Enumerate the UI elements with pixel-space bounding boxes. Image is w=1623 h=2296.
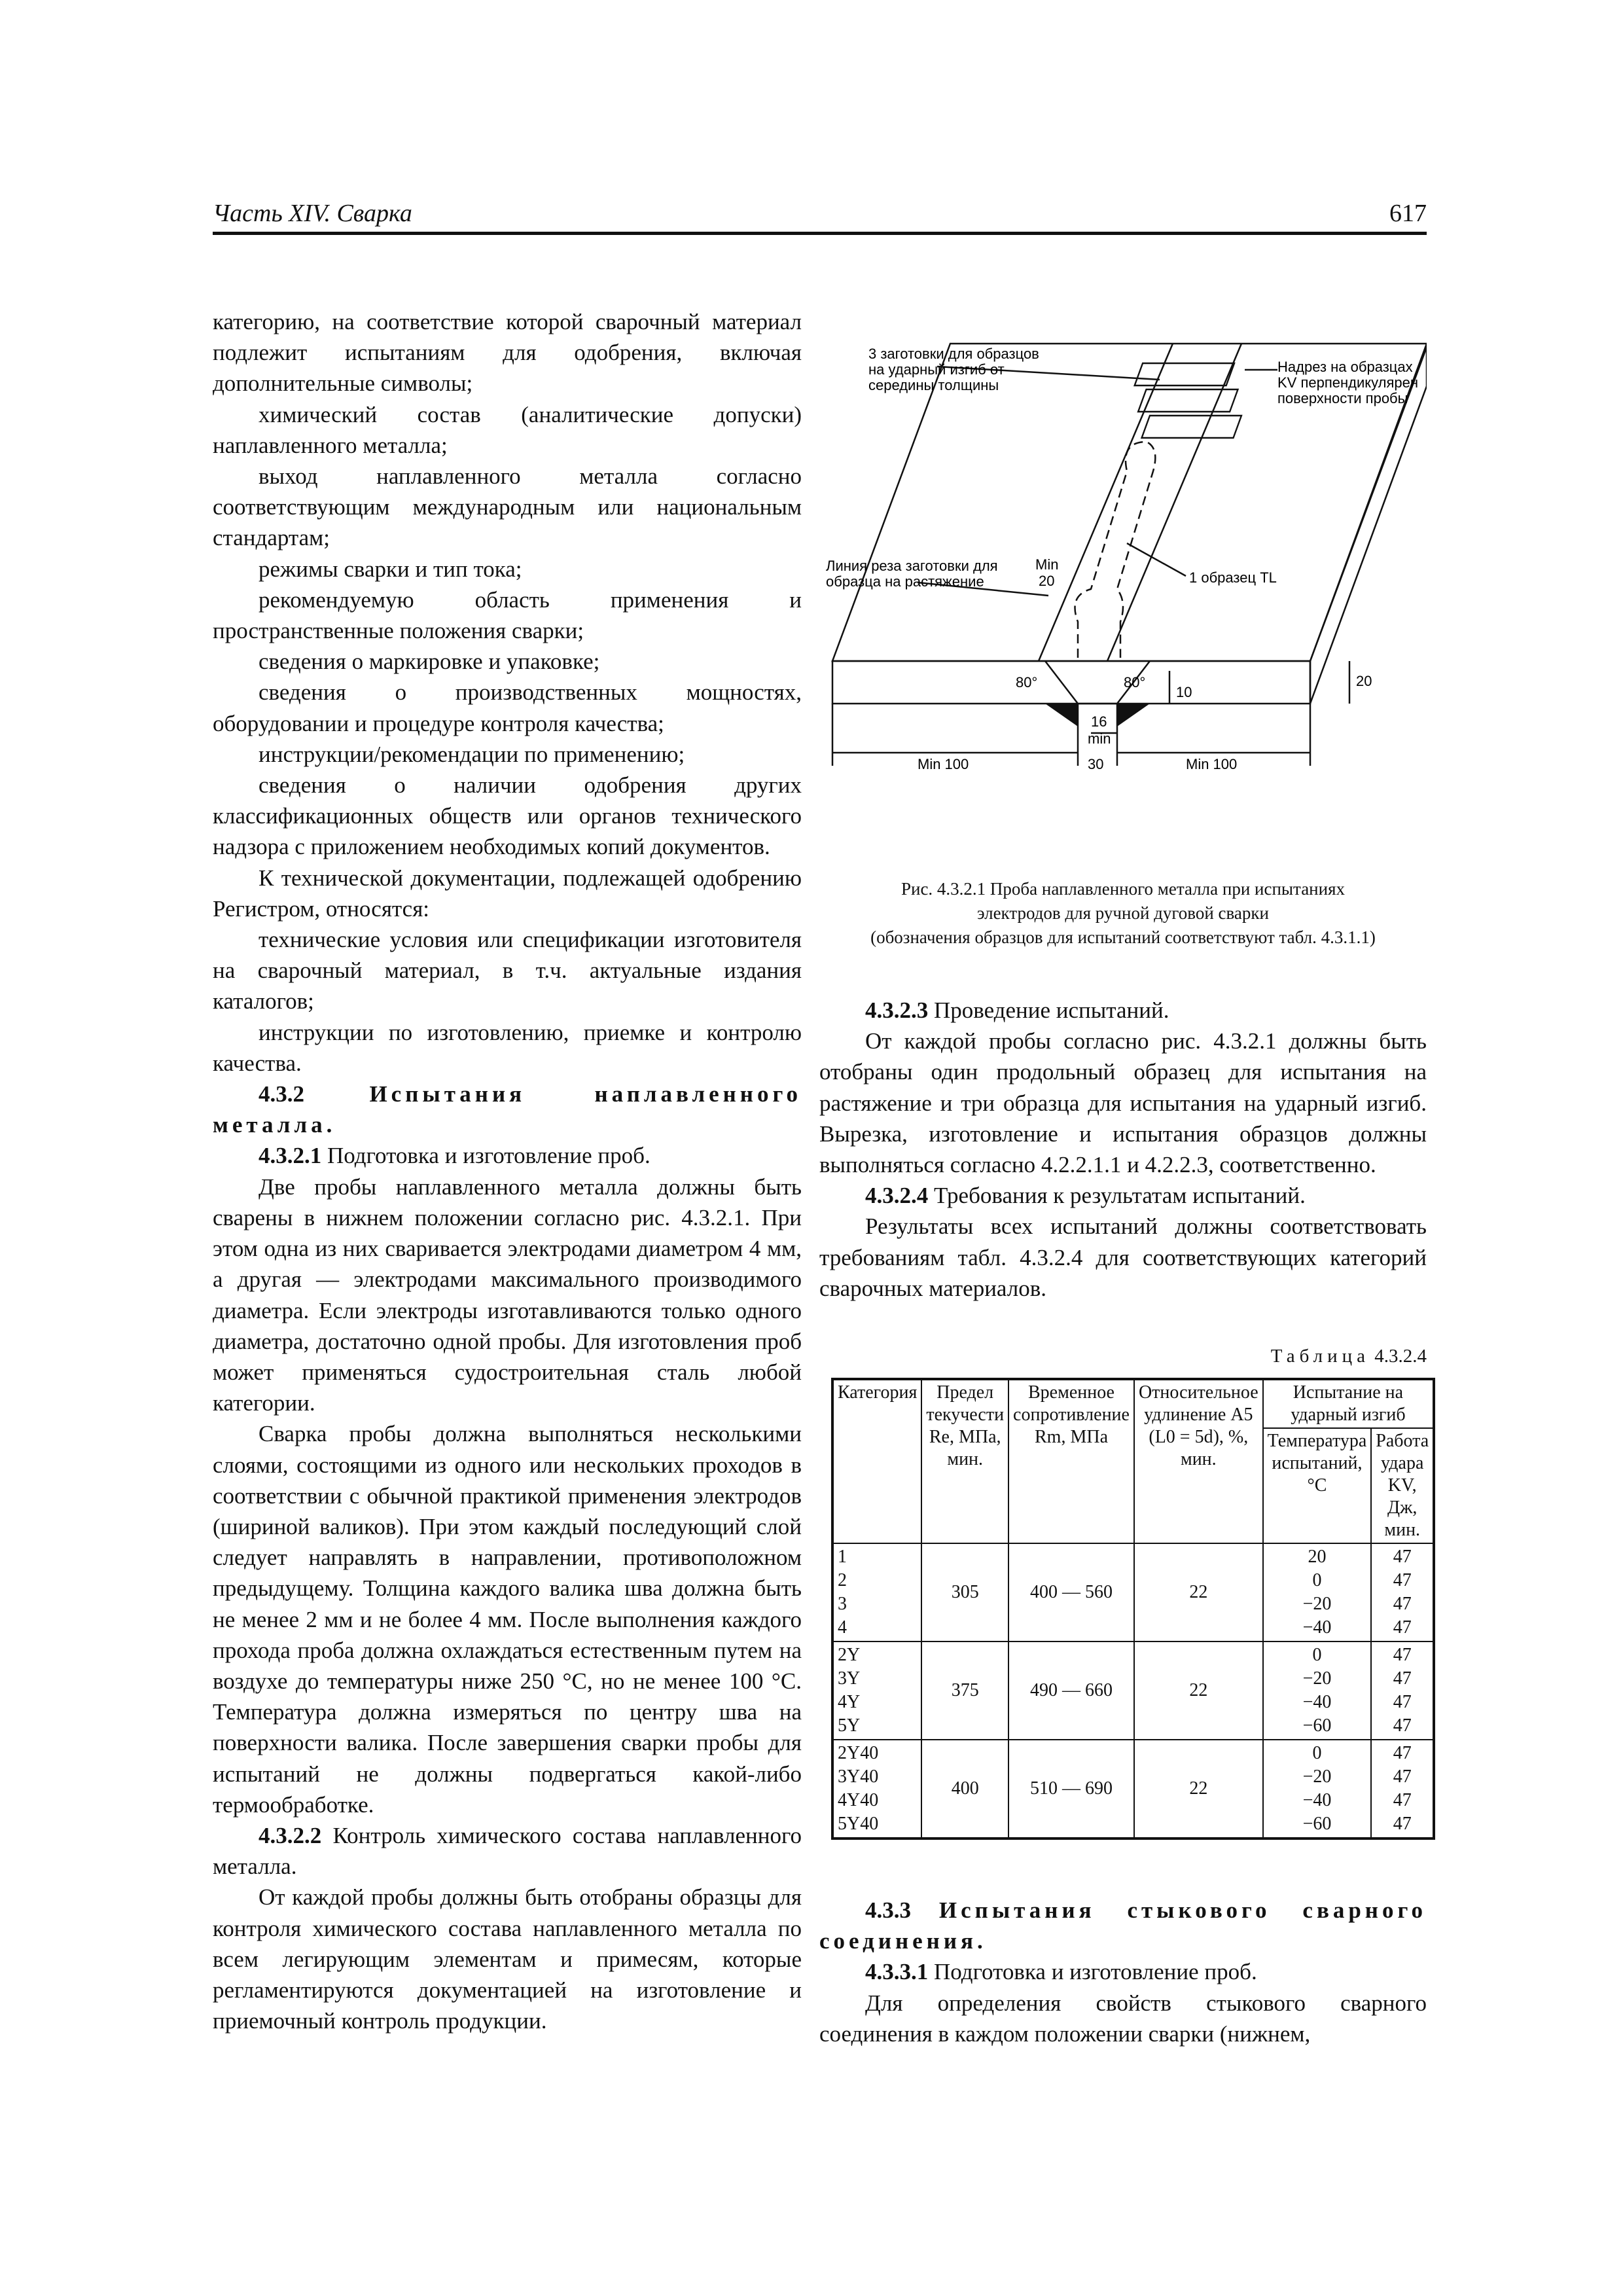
running-title: Часть XIV. Сварка <box>213 200 412 227</box>
list-item: химический состав (аналитические допуски) наплавленного металла; <box>213 401 802 458</box>
list-item: сведения о наличии одобрения других классификационных обществ или органов технического надзора с приложением необходимых копий документов. <box>213 772 802 860</box>
figure-label: Min 100 <box>918 756 969 772</box>
paragraph: Для определения свойств стыкового сварного соединения в каждом положении сварки (нижнем, <box>819 1990 1427 2047</box>
page-header <box>213 196 1427 236</box>
col-header-category: Категория <box>832 1379 921 1543</box>
figure-label: 80° <box>1016 674 1038 691</box>
impact-blank <box>1142 416 1241 438</box>
section-number: 4.3.2.4 <box>865 1183 929 1209</box>
figure-label: на ударный изгиб от <box>868 361 1005 378</box>
figure-label: 16 <box>1091 713 1107 730</box>
paragraph: Результаты всех испытаний должны соответствовать требованиям табл. 4.3.2.4 для соответствующих категорий сварочных материалов. <box>819 1213 1427 1301</box>
figure-label: образца на растяжение <box>826 573 984 590</box>
backing-weld <box>1117 704 1150 726</box>
col-header-yield: Предел текучести Re, МПа, мин. <box>921 1379 1008 1543</box>
col-header-tensile: Временное сопротивление Rm, МПа <box>1008 1379 1134 1543</box>
section-number: 4.3.3 <box>865 1897 911 1923</box>
figure-label: 30 <box>1088 756 1104 772</box>
list-item: технические условия или спецификации изготовителя на сварочный материал, в т.ч. актуальные издания каталогов; <box>213 927 802 1014</box>
list-item: инструкции/рекомендации по применению; <box>259 741 685 767</box>
figure-label: середины толщины <box>868 377 999 393</box>
section-number: 4.3.2.2 <box>259 1822 322 1848</box>
section-title: Подготовка и изготовление проб. <box>934 1959 1257 1985</box>
list-item: рекомендуемую область применения и пространственные положения сварки; <box>213 586 802 644</box>
section-number: 4.3.2 <box>259 1081 304 1107</box>
table-header-row <box>832 1379 1434 1428</box>
section-title: Подготовка и изготовление проб. <box>327 1143 651 1169</box>
page-number: 617 <box>1389 200 1427 227</box>
temp-cell: 20 0 −20 −40 <box>1263 1543 1372 1641</box>
paragraph: От каждой пробы согласно рис. 4.3.2.1 должны быть отобраны один продольный образец для испытания на растяжение и три образца для испытания на ударный изгиб. Вырезка, изготовление и испытания образцов должны выполняться согласно 4.2.2.1.1 и 4.2.2.3, соответственно. <box>819 1028 1427 1178</box>
figure-label: поверхности пробы <box>1277 390 1408 406</box>
tensile-specimen-outline <box>1075 442 1156 658</box>
section-number: 4.3.3.1 <box>865 1959 929 1985</box>
yield-cell: 305 <box>921 1543 1008 1641</box>
figure-label: Min <box>1035 556 1059 573</box>
tensile-cell: 490 — 660 <box>1008 1641 1134 1740</box>
energy-cell: 47 47 47 47 <box>1371 1641 1434 1740</box>
yield-cell: 375 <box>921 1641 1008 1740</box>
category-cell: 1 2 3 4 <box>832 1543 921 1641</box>
subsection-heading <box>213 1140 802 1171</box>
temp-cell: 0 −20 −40 −60 <box>1263 1641 1372 1740</box>
table-row <box>832 1543 1434 1641</box>
energy-cell: 47 47 47 47 <box>1371 1543 1434 1641</box>
section-number: 4.3.2.1 <box>259 1143 322 1169</box>
weld-edge-left <box>1039 344 1173 661</box>
figure-label: 10 <box>1176 684 1192 700</box>
energy-cell: 47 47 47 47 <box>1371 1740 1434 1839</box>
yield-cell: 400 <box>921 1740 1008 1839</box>
col-header-impact: Испытание на ударный изгиб <box>1263 1379 1434 1428</box>
section-number: 4.3.2.3 <box>865 997 929 1023</box>
right-column-lower <box>819 1895 1427 2049</box>
figure-label: min <box>1088 730 1111 747</box>
plate-front-face <box>832 661 1310 704</box>
caption-line: Рис. 4.3.2.1 Проба наплавленного металла при испытаниях <box>901 879 1345 899</box>
section-heading <box>213 1079 802 1140</box>
col-header-energy: Работа удара KV, Дж, мин. <box>1371 1428 1434 1543</box>
requirements-table <box>831 1378 1435 1840</box>
subsection-heading <box>819 995 1427 1026</box>
list-item: инструкции по изготовлению, приемке и контролю качества. <box>213 1019 802 1076</box>
section-title: Требования к результатам испытаний. <box>934 1183 1306 1209</box>
tensile-cell: 400 — 560 <box>1008 1543 1134 1641</box>
paragraph: От каждой пробы должны быть отобраны образцы для контроля химического состава наплавленного металла по всем легирующим элементам и примесям, которые регламентируются документацией на изготовление и приемочный контроль продукции. <box>213 1884 802 2034</box>
figure-label: KV перпендикулярен <box>1277 374 1419 391</box>
table-row <box>832 1641 1434 1740</box>
weld-edge-right <box>1107 344 1241 661</box>
section-title: Испытания наплавленного металла. <box>213 1081 802 1138</box>
weld-specimen-figure <box>819 308 1427 831</box>
figure-label: Надрез на образцах <box>1277 359 1413 375</box>
figure-caption <box>819 877 1427 950</box>
list-item: категорию, на соответствие которой сварочный материал подлежит испытаниям для одобрения, включая дополнительные символы; <box>213 309 802 397</box>
paragraph: Сварка пробы должна выполняться несколькими слоями, состоящими из одного или нескольких проходов в соответствии с обычной практикой применения электродов (шириной валиков). При этом каждый последующий слой следует направлять в направлении, противоположном предыдущему. Толщина каждого валика шва должна быть не менее 2 мм и не более 4 мм. После выполнения каждого прохода проба должна охлаждаться естественным путем на воздухе до температуры ниже 250 °С, но не менее 100 °С. Температура должна измеряться по центру шва на поверхности валика. После завершения сварки пробы для испытаний не должны подвергаться какой-либо термообработке. <box>213 1421 802 1818</box>
section-title: Испытания стыкового сварного соединения. <box>819 1897 1427 1954</box>
paragraph: Две пробы наплавленного металла должны быть сварены в нижнем положении согласно рис. 4.3.2.1. При этом одна из них сваривается электродами диаметром 4 мм, а другая — электродами максимального производимого диаметра. Если электроды изготавливаются только одного диаметра, достаточно одной пробы. Для изготовления проб может применяться судостроительная сталь любой категории. <box>213 1174 802 1416</box>
col-header-temp: Температура испытаний, °С <box>1263 1428 1372 1543</box>
figure-label: 20 <box>1356 673 1372 689</box>
table-title <box>819 1346 1427 1367</box>
temp-cell: 0 −20 −40 −60 <box>1263 1740 1372 1839</box>
caption-line: электродов для ручной дуговой сварки <box>977 903 1269 923</box>
list-item: сведения о маркировке и упаковке; <box>259 649 600 675</box>
leader-line <box>1127 543 1186 576</box>
figure-label: Линия реза заготовки для <box>826 558 998 574</box>
backing-weld <box>1045 704 1078 726</box>
section-title: Проведение испытаний. <box>934 997 1169 1023</box>
figure-label: Min 100 <box>1186 756 1238 772</box>
paragraph: К технической документации, подлежащей одобрению Регистром, относятся: <box>213 865 802 922</box>
table-title-number: 4.3.2.4 <box>1374 1346 1427 1367</box>
left-column <box>213 306 802 2036</box>
impact-blank <box>1138 389 1238 412</box>
impact-blank <box>1135 363 1234 386</box>
subsection-heading <box>819 1956 1427 1987</box>
elongation-cell: 22 <box>1134 1740 1263 1839</box>
category-cell: 2Y 3Y 4Y 5Y <box>832 1641 921 1740</box>
subsection-heading <box>819 1180 1427 1211</box>
section-heading <box>819 1895 1427 1956</box>
figure-label: 1 образец TL <box>1189 569 1277 586</box>
elongation-cell: 22 <box>1134 1543 1263 1641</box>
header-rule <box>213 232 1427 235</box>
figure-label: 20 <box>1039 573 1055 589</box>
subsection-heading <box>213 1820 802 1882</box>
list-item: выход наплавленного металла согласно соответствующим международным или национальным стандартам; <box>213 463 802 551</box>
tensile-cell: 510 — 690 <box>1008 1740 1134 1839</box>
table-row <box>832 1740 1434 1839</box>
table-title-word: Таблица <box>1270 1346 1370 1367</box>
list-item: сведения о производственных мощностях, оборудовании и процедуре контроля качества; <box>213 679 802 736</box>
figure-label: 3 заготовки для образцов <box>868 346 1039 362</box>
list-item: режимы сварки и тип тока; <box>259 556 522 582</box>
col-header-elongation: Относительное удлинение A5 (L0 = 5d), %, мин. <box>1134 1379 1263 1543</box>
caption-line: (обозначения образцов для испытаний соответствуют табл. 4.3.1.1) <box>870 927 1376 947</box>
elongation-cell: 22 <box>1134 1641 1263 1740</box>
right-column <box>819 995 1427 1304</box>
figure-label: 80° <box>1124 674 1146 691</box>
section-title: Контроль химического состава наплавленного металла. <box>213 1822 802 1880</box>
category-cell: 2Y40 3Y40 4Y40 5Y40 <box>832 1740 921 1839</box>
